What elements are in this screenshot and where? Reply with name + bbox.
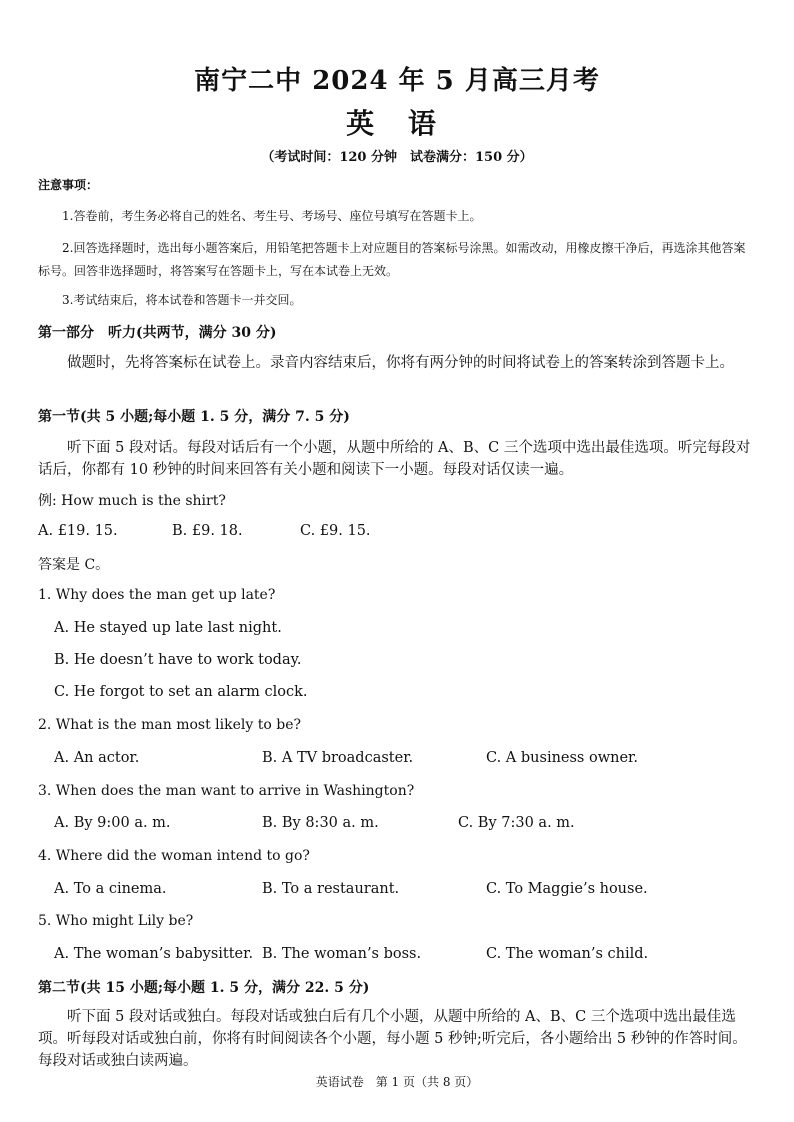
question-3: 3. When does the man want to arrive in Washington? xyxy=(38,783,415,799)
section2-heading: 第二节(共 15 小题;每小题 1. 5 分，满分 22. 5 分) xyxy=(38,980,370,996)
note-item-1: 1.答卷前，考生务必将自己的姓名、考生号、考场号、座位号填写在答题卡上。 xyxy=(62,209,482,223)
question-2: 2. What is the man most likely to be? xyxy=(38,717,301,733)
section1-instruction: 听下面 5 段对话。每段对话后有一个小题，从题中所给的 A、B、C 三个选项中选出最佳选项。听完每段对话后，你都有 10 秒钟的时间来回答有关小题和阅读下一小题。每段对话仅读一遍。 xyxy=(38,440,751,478)
section1-heading: 第一节(共 5 小题;每小题 1. 5 分，满分 7. 5 分) xyxy=(38,409,350,425)
question-5-option-a: A. The woman’s babysitter. xyxy=(54,946,254,962)
question-4-option-b: B. To a restaurant. xyxy=(262,881,400,897)
note-item-2: 2.回答选择题时，选出每小题答案后，用铅笔把答题卡上对应题目的答案标号涂黑。如需改动，用橡皮擦干净后，再选涂其他答案标号。回答非选择题时，将答案写在答题卡上，写在本试卷上无效。 xyxy=(38,241,746,278)
page-footer: 英语试卷 第 1 页（共 8 页） xyxy=(315,1075,479,1089)
question-2-option-b: B. A TV broadcaster. xyxy=(262,750,414,766)
example-option-c: C. £9. 15. xyxy=(300,523,371,539)
question-1: 1. Why does the man get up late? xyxy=(38,587,276,603)
question-4-option-c: C. To Maggie’s house. xyxy=(486,881,648,897)
part1-heading: 第一部分 听力(共两节，满分 30 分) xyxy=(38,325,277,341)
question-5-option-b: B. The woman’s boss. xyxy=(262,946,422,962)
question-1-option-b: B. He doesn’t have to work today. xyxy=(54,652,302,668)
question-3-option-c: C. By 7:30 a. m. xyxy=(458,815,575,831)
question-3-option-a: A. By 9:00 a. m. xyxy=(54,815,171,831)
question-2-option-a: A. An actor. xyxy=(54,750,140,766)
note-item-3: 3.考试结束后，将本试卷和答题卡一并交回。 xyxy=(62,293,302,307)
exam-title: 南宁二中 2024 年 5 月高三月考 xyxy=(194,66,600,96)
example-question: 例: How much is the shirt? xyxy=(38,493,226,509)
question-1-option-c: C. He forgot to set an alarm clock. xyxy=(54,684,308,700)
section2-instruction: 听下面 5 段对话或独白。每段对话或独白后有几个小题，从题中所给的 A、B、C 三个选项中选出最佳选项。听每段对话或独白前，你将有时间阅读各个小题，每小题 5 秒钟;听完后，各小题给出 5 秒钟的作答时间。每段对话或独白读两遍。 xyxy=(38,1009,747,1069)
question-5-option-c: C. The woman’s child. xyxy=(486,946,649,962)
example-answer: 答案是 C。 xyxy=(38,557,110,573)
question-5: 5. Who might Lily be? xyxy=(38,913,194,929)
example-option-a: A. £19. 15. xyxy=(38,523,118,539)
question-4: 4. Where did the woman intend to go? xyxy=(38,848,310,864)
question-4-option-a: A. To a cinema. xyxy=(54,881,167,897)
question-1-option-a: A. He stayed up late last night. xyxy=(54,620,282,636)
notes-heading: 注意事项： xyxy=(38,178,99,192)
question-3-option-b: B. By 8:30 a. m. xyxy=(262,815,379,831)
exam-info: （考试时间：120 分钟 试卷满分：150 分） xyxy=(261,150,533,165)
example-option-b: B. £9. 18. xyxy=(172,523,243,539)
part1-instruction: 做题时，先将答案标在试卷上。录音内容结束后，你将有两分钟的时间将试卷上的答案转涂到答题卡上。 xyxy=(67,355,734,371)
question-2-option-c: C. A business owner. xyxy=(486,750,638,766)
subject-title: 英 语 xyxy=(346,107,448,140)
